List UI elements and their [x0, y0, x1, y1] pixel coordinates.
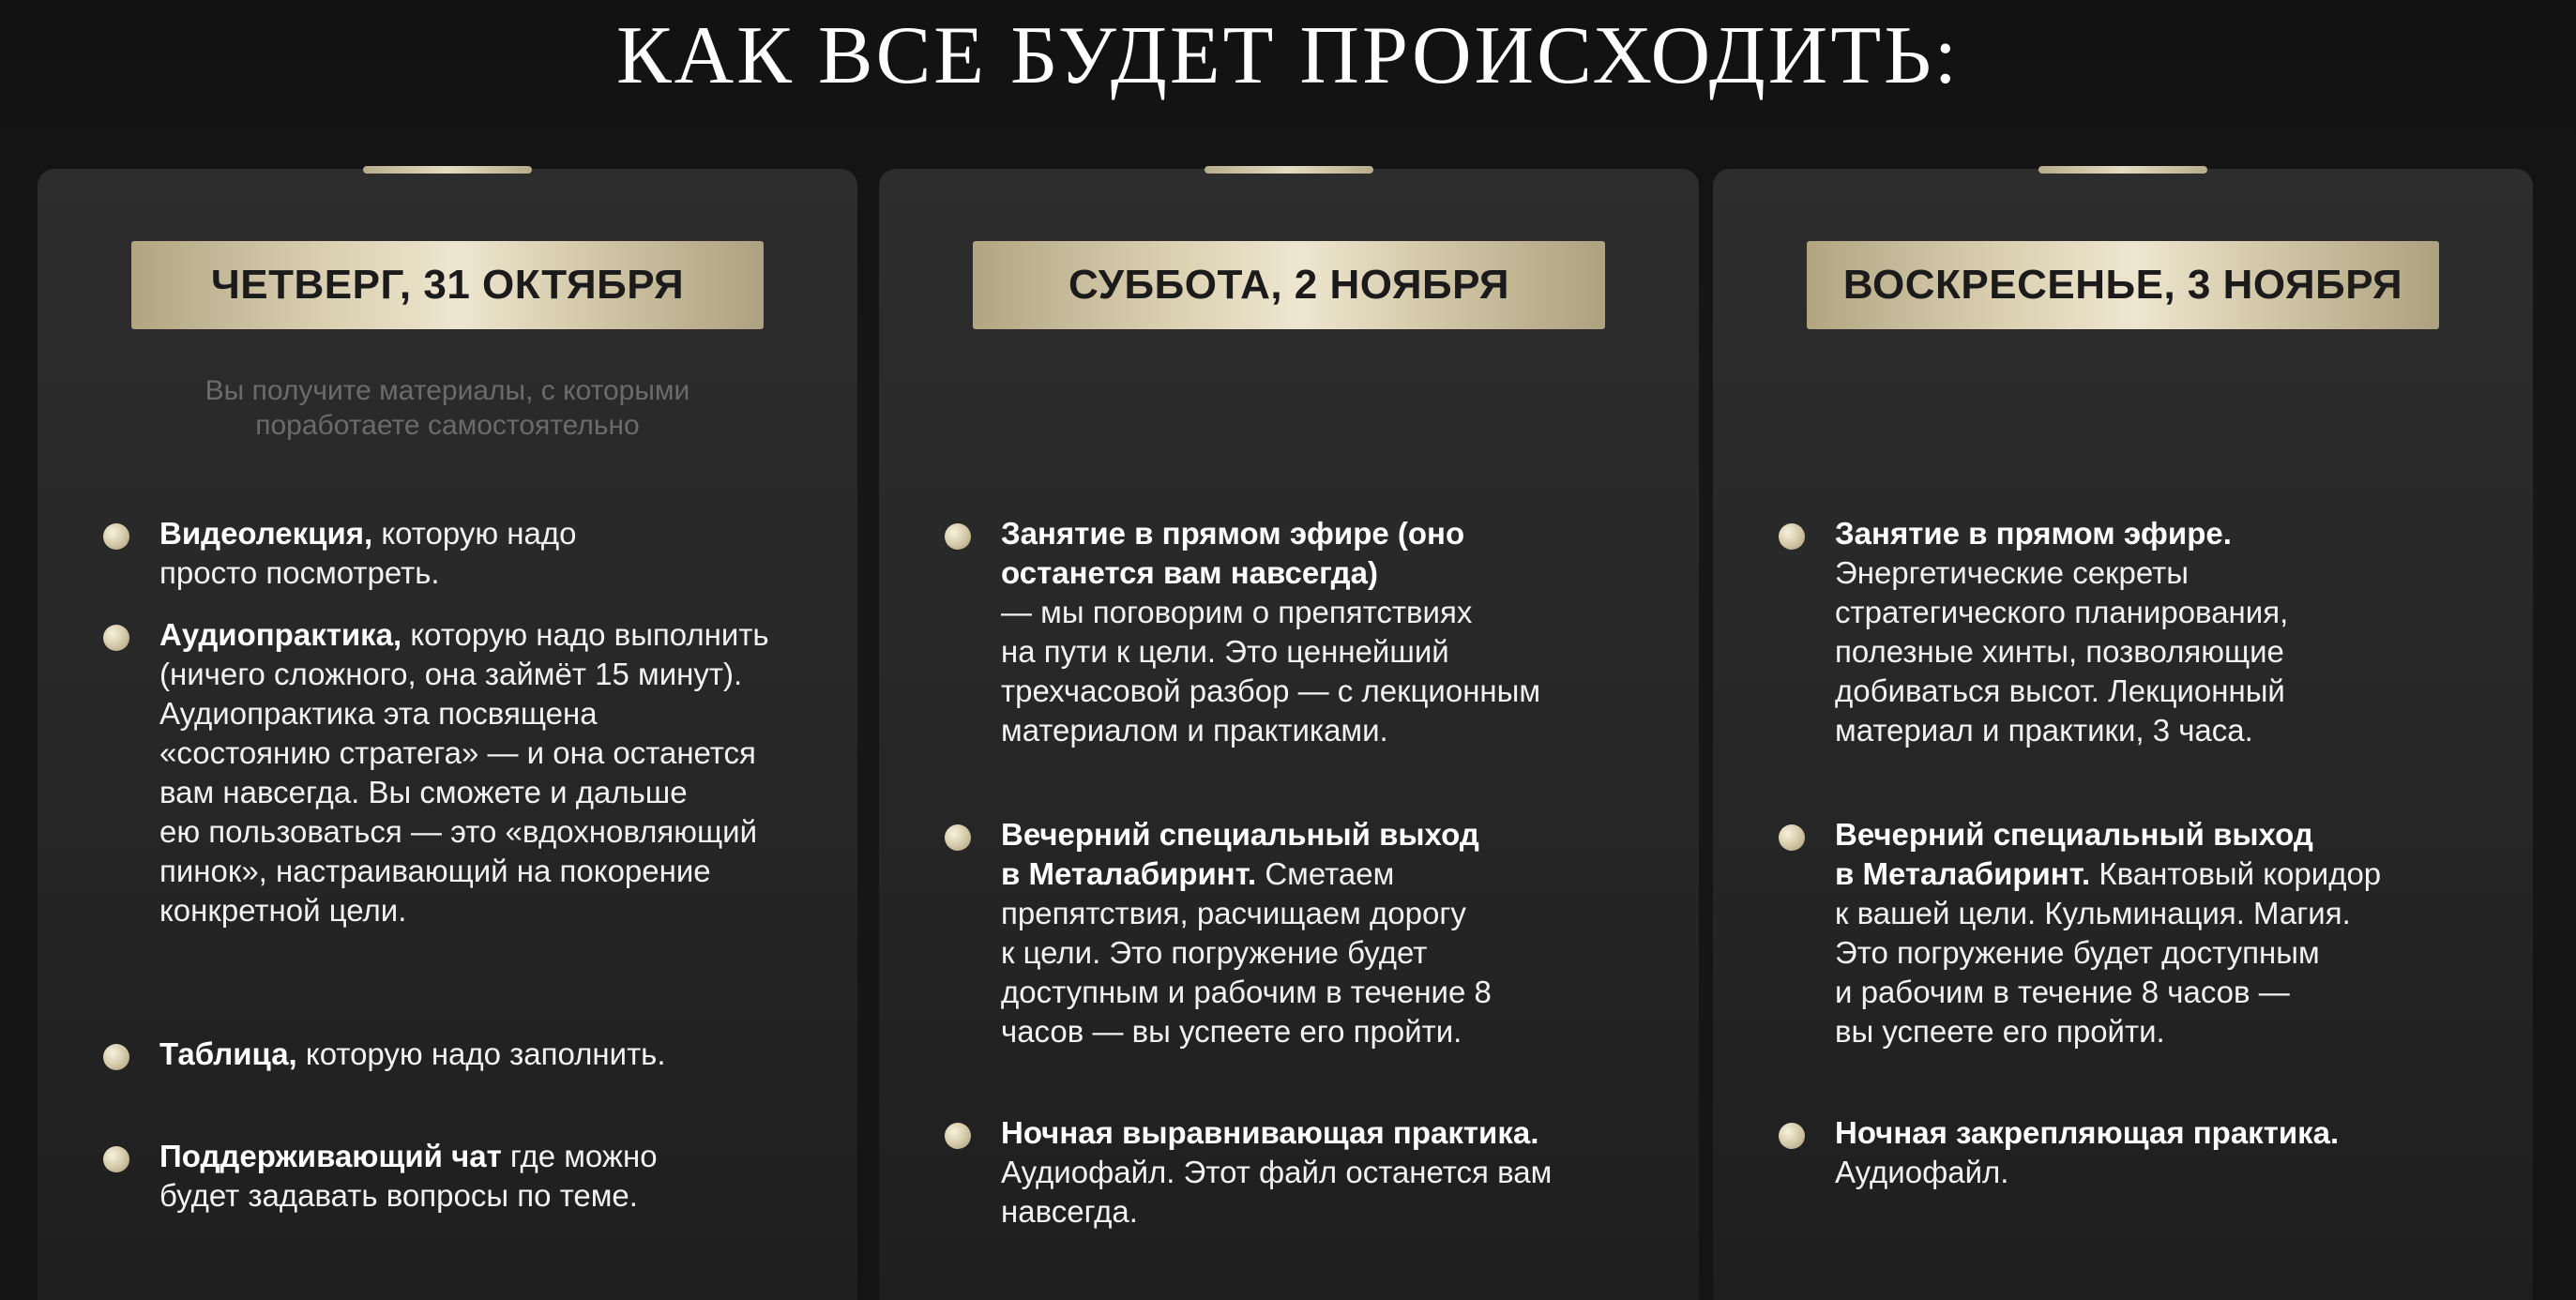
item-bold-text: Занятие в прямом эфире.: [1835, 516, 2232, 551]
item-text: [159, 514, 829, 593]
item-body-text: Энергетические секреты стратегического планирования, полезные хинты, позволяющие добиваться высот. Лекционный материал и практики, 3 часа.: [1835, 555, 2289, 748]
bullet-icon: [945, 1123, 971, 1149]
item-body-text: которую надо выполнить (ничего сложного, она займёт 15 минут). Аудиопрактика эта посвящена «состоянию стратега» — и она останется вам навсегда. Вы сможете и дальше ею пользоваться — это «вдохновляющий пинок», настраивающий на покорение конкретной цели.: [159, 617, 769, 928]
card-tab-decoration: [1205, 166, 1373, 174]
item-body-text: которую надо заполнить.: [296, 1036, 666, 1071]
item-bold-text: Видеолекция,: [159, 516, 373, 551]
date-badge: ЧЕТВЕРГ, 31 ОКТЯБРЯ: [131, 241, 764, 329]
item-bold-text: Таблица,: [159, 1036, 297, 1071]
card-note-text: Вы получите материалы, с которыми поработаете самостоятельно: [205, 375, 690, 441]
item-bold-text: Аудиопрактика,: [159, 617, 402, 652]
item-text: [1835, 514, 2505, 750]
item-body-text: Сметаем препятствия, расчищаем дорогу к цели. Это погружение будет доступным и рабочим в течение 8 часов — вы успеете его пройти.: [1001, 856, 1492, 1049]
card-tab-decoration: [2038, 166, 2207, 174]
day-card-saturday: [879, 169, 1699, 1300]
item-bold-text: Вечерний специальный выход в Металабиринт.: [1835, 817, 2313, 891]
bullet-icon: [1779, 1123, 1805, 1149]
bullet-icon: [945, 523, 971, 550]
date-badge: ВОСКРЕСЕНЬЕ, 3 НОЯБРЯ: [1807, 241, 2439, 329]
list-item: [103, 615, 829, 930]
list-item: [945, 815, 1671, 1051]
day-card-thursday: [38, 169, 857, 1300]
item-bold-text: Вечерний специальный выход в Металабиринт.: [1001, 817, 1479, 891]
item-text: [159, 615, 829, 930]
item-body-text: Аудиофайл. Этот файл останется вам навсегда.: [1001, 1155, 1553, 1229]
day-card-sunday: [1713, 169, 2533, 1300]
bullet-icon: [103, 1146, 129, 1172]
bullet-icon: [945, 824, 971, 851]
bullet-icon: [103, 523, 129, 550]
list-item: [945, 514, 1671, 750]
item-bold-text: Ночная выравнивающая практика.: [1001, 1115, 1539, 1150]
item-bold-text: Ночная закрепляющая практика.: [1835, 1115, 2340, 1150]
item-body-text: Аудиофайл.: [1835, 1155, 2009, 1189]
list-item: [945, 1113, 1671, 1232]
list-item: [103, 1035, 829, 1074]
bullet-icon: [103, 625, 129, 651]
list-item: [1779, 815, 2505, 1051]
item-body-text: Квантовый коридор к вашей цели. Кульминация. Магия. Это погружение будет доступным и рабочим в течение 8 часов — вы успеете его пройти.: [1835, 856, 2382, 1049]
list-item: [1779, 514, 2505, 750]
item-text: [1001, 815, 1671, 1051]
item-body-text: — мы поговорим о препятствиях на пути к цели. Это ценнейший трехчасовой разбор — с лекционным материалом и практиками.: [1001, 595, 1541, 748]
item-text: [1835, 1113, 2505, 1192]
bullet-icon: [1779, 523, 1805, 550]
card-tab-decoration: [363, 166, 532, 174]
item-text: [1835, 815, 2505, 1051]
item-text: [1001, 514, 1671, 750]
page-title: КАК ВСЕ БУДЕТ ПРОИСХОДИТЬ:: [615, 10, 1961, 101]
item-bold-text: Занятие в прямом эфире (оно останется вам навсегда): [1001, 516, 1465, 590]
bullet-icon: [1779, 824, 1805, 851]
list-item: [103, 1137, 829, 1216]
item-bold-text: Поддерживающий чат: [159, 1139, 502, 1173]
list-item: [103, 514, 829, 593]
bullet-icon: [103, 1044, 129, 1070]
item-text: [159, 1035, 829, 1074]
card-note: [94, 373, 801, 443]
list-item: [1779, 1113, 2505, 1192]
item-text: [159, 1137, 829, 1216]
item-body-text: которую надо просто посмотреть.: [159, 516, 577, 590]
item-body-text: где можно будет задавать вопросы по теме.: [159, 1139, 658, 1213]
date-badge: СУББОТА, 2 НОЯБРЯ: [973, 241, 1605, 329]
item-text: [1001, 1113, 1671, 1232]
